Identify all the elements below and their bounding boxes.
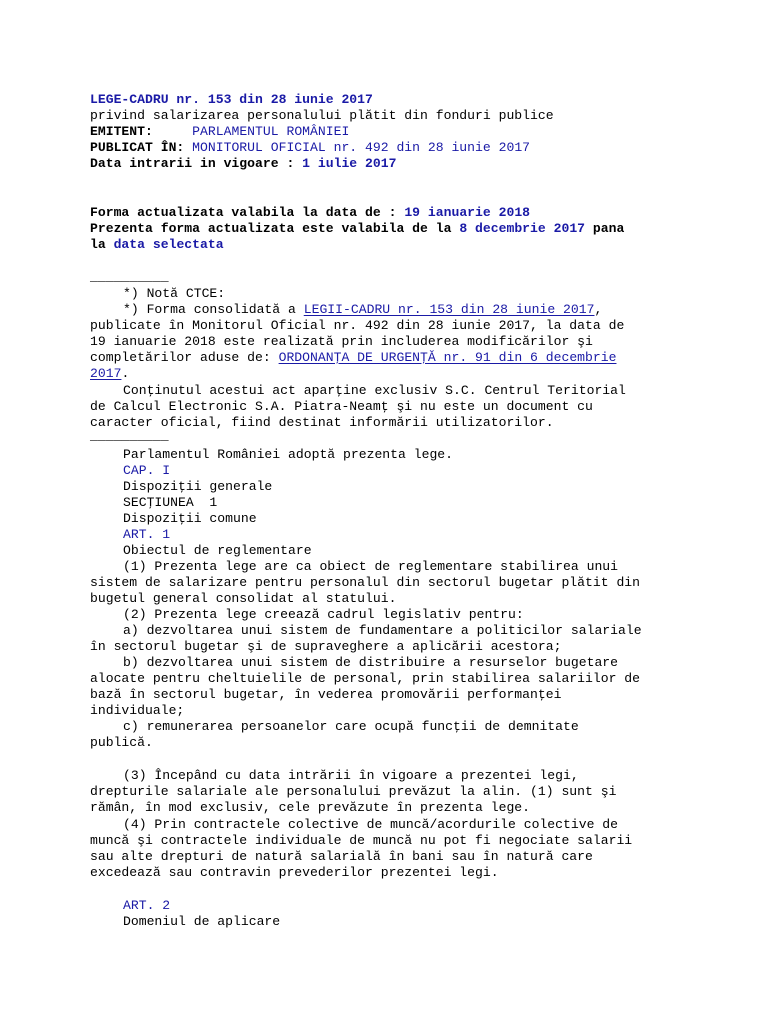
section-heading: SECŢIUNEA 1 — [123, 495, 218, 510]
preamble: Parlamentul României adoptă prezenta lege. — [123, 447, 454, 462]
note-title: *) Notă CTCE: — [123, 286, 226, 301]
issuer-row — [90, 124, 349, 140]
note-line-2: publicate în Monitorul Oficial nr. 492 din 28 iunie 2017, la data de — [90, 318, 625, 333]
item-c-line-1: c) remunerarea persoanelor care ocupă funcţii de demnitate — [123, 719, 579, 734]
valid-to-prefix: la — [90, 237, 106, 252]
note-line-3: 19 ianuarie 2018 este realizată prin includerea modificărilor şi — [90, 334, 593, 349]
ordinance-link[interactable]: ORDONANŢA DE URGENŢĂ nr. 91 din 6 decembrie — [278, 350, 617, 365]
article-2-link[interactable]: ART. 2 — [123, 898, 171, 913]
law-title: LEGE-CADRU nr. 153 din 28 iunie 2017 — [90, 92, 373, 107]
item-b-line-4: individuale; — [90, 703, 185, 718]
published-value: MONITORUL OFICIAL nr. 492 din 28 iunie 2017 — [192, 140, 531, 155]
divider-bottom: __________ — [90, 428, 169, 443]
note-line-7: de Calcul Electronic S.A. Piatra-Neamţ şi nu este un document cu — [90, 399, 593, 414]
item-a-line-1: a) dezvoltarea unui sistem de fundamentare a politicilor salariale — [123, 623, 642, 638]
item-a-line-2: în sectorul bugetar şi de supraveghere a aplicării acestora; — [90, 639, 562, 654]
note-line-4: completărilor aduse de: ORDONANŢA DE URGENŢĂ nr. 91 din 6 decembrie — [90, 350, 617, 365]
paragraph-4-line-3: sau alte drepturi de natură salarială în bani sau în natură care — [90, 849, 593, 864]
published-label: PUBLICAT ÎN: — [90, 140, 185, 155]
ordinance-link-year[interactable]: 2017 — [90, 366, 122, 381]
article-1-link[interactable]: ART. 1 — [123, 527, 171, 542]
paragraph-4-line-4: excedează sau contravin prevederilor prezentei legi. — [90, 865, 499, 880]
item-c-line-2: publică. — [90, 735, 153, 750]
valid-to-row — [90, 237, 224, 253]
form-date: 19 ianuarie 2018 — [404, 205, 531, 220]
form-row — [90, 205, 530, 221]
section-title: Dispoziţii comune — [123, 511, 257, 526]
paragraph-1-line-3: bugetul general consolidat al statului. — [90, 591, 397, 606]
divider-top: __________ — [90, 269, 169, 284]
issuer-value: PARLAMENTUL ROMÂNIEI — [192, 124, 350, 139]
note-line-6: Conţinutul acestui act aparţine exclusiv S.C. Centrul Teritorial — [123, 383, 626, 398]
effective-row — [90, 156, 396, 172]
item-b-line-1: b) dezvoltarea unui sistem de distribuire a resurselor bugetare — [123, 655, 619, 670]
paragraph-3-line-3: rămân, în mod exclusiv, cele prevăzute în prezenta lege. — [90, 800, 531, 815]
form-label: Forma actualizata valabila la data de : — [90, 205, 397, 220]
item-b-line-3: bază în sectorul bugetar, în vederea promovării performanţei — [90, 687, 562, 702]
paragraph-3-line-1: (3) Începând cu data intrării în vigoare a prezentei legi, — [123, 768, 579, 783]
chapter-title: Dispoziţii generale — [123, 479, 273, 494]
paragraph-3-line-2: drepturile salariale ale personalului prevăzut la alin. (1) sunt şi — [90, 784, 617, 799]
paragraph-1-line-2: sistem de salarizare pentru personalul din sectorul bugetar plătit din — [90, 575, 641, 590]
published-row — [90, 140, 530, 156]
effective-value: 1 iulie 2017 — [302, 156, 397, 171]
valid-from-date: 8 decembrie 2017 — [459, 221, 586, 236]
note-line-5: 2017. — [90, 366, 130, 381]
note-line-8: caracter oficial, fiind destinat informării utilizatorilor. — [90, 415, 554, 430]
paragraph-2-line-1: (2) Prezenta lege creează cadrul legislativ pentru: — [123, 607, 524, 622]
law-reference-link[interactable]: LEGII-CADRU nr. 153 din 28 iunie 2017 — [303, 302, 595, 317]
issuer-label: EMITENT: — [90, 124, 153, 139]
valid-from-label: Prezenta forma actualizata este valabila de la — [90, 221, 452, 236]
select-date-link[interactable]: data selectata — [113, 237, 224, 252]
valid-to-word: pana — [592, 221, 625, 236]
item-b-line-2: alocate pentru cheltuielile de personal, prin stabilirea salariilor de — [90, 671, 641, 686]
article-1-title: Obiectul de reglementare — [123, 543, 312, 558]
law-subtitle: privind salarizarea personalului plătit din fonduri publice — [90, 108, 554, 123]
paragraph-4-line-1: (4) Prin contractele colective de muncă/acordurile colective de — [123, 817, 619, 832]
article-2-title: Domeniul de aplicare — [123, 914, 281, 929]
note-line-1: *) Forma consolidată a LEGII-CADRU nr. 153 din 28 iunie 2017, — [123, 302, 603, 317]
paragraph-1-line-1: (1) Prezenta lege are ca obiect de reglementare stabilirea unui — [123, 559, 619, 574]
chapter-link[interactable]: CAP. I — [123, 463, 171, 478]
valid-from-row — [90, 221, 624, 237]
paragraph-4-line-2: muncă şi contractele individuale de muncă nu pot fi negociate salarii — [90, 833, 633, 848]
effective-label: Data intrarii in vigoare : — [90, 156, 295, 171]
